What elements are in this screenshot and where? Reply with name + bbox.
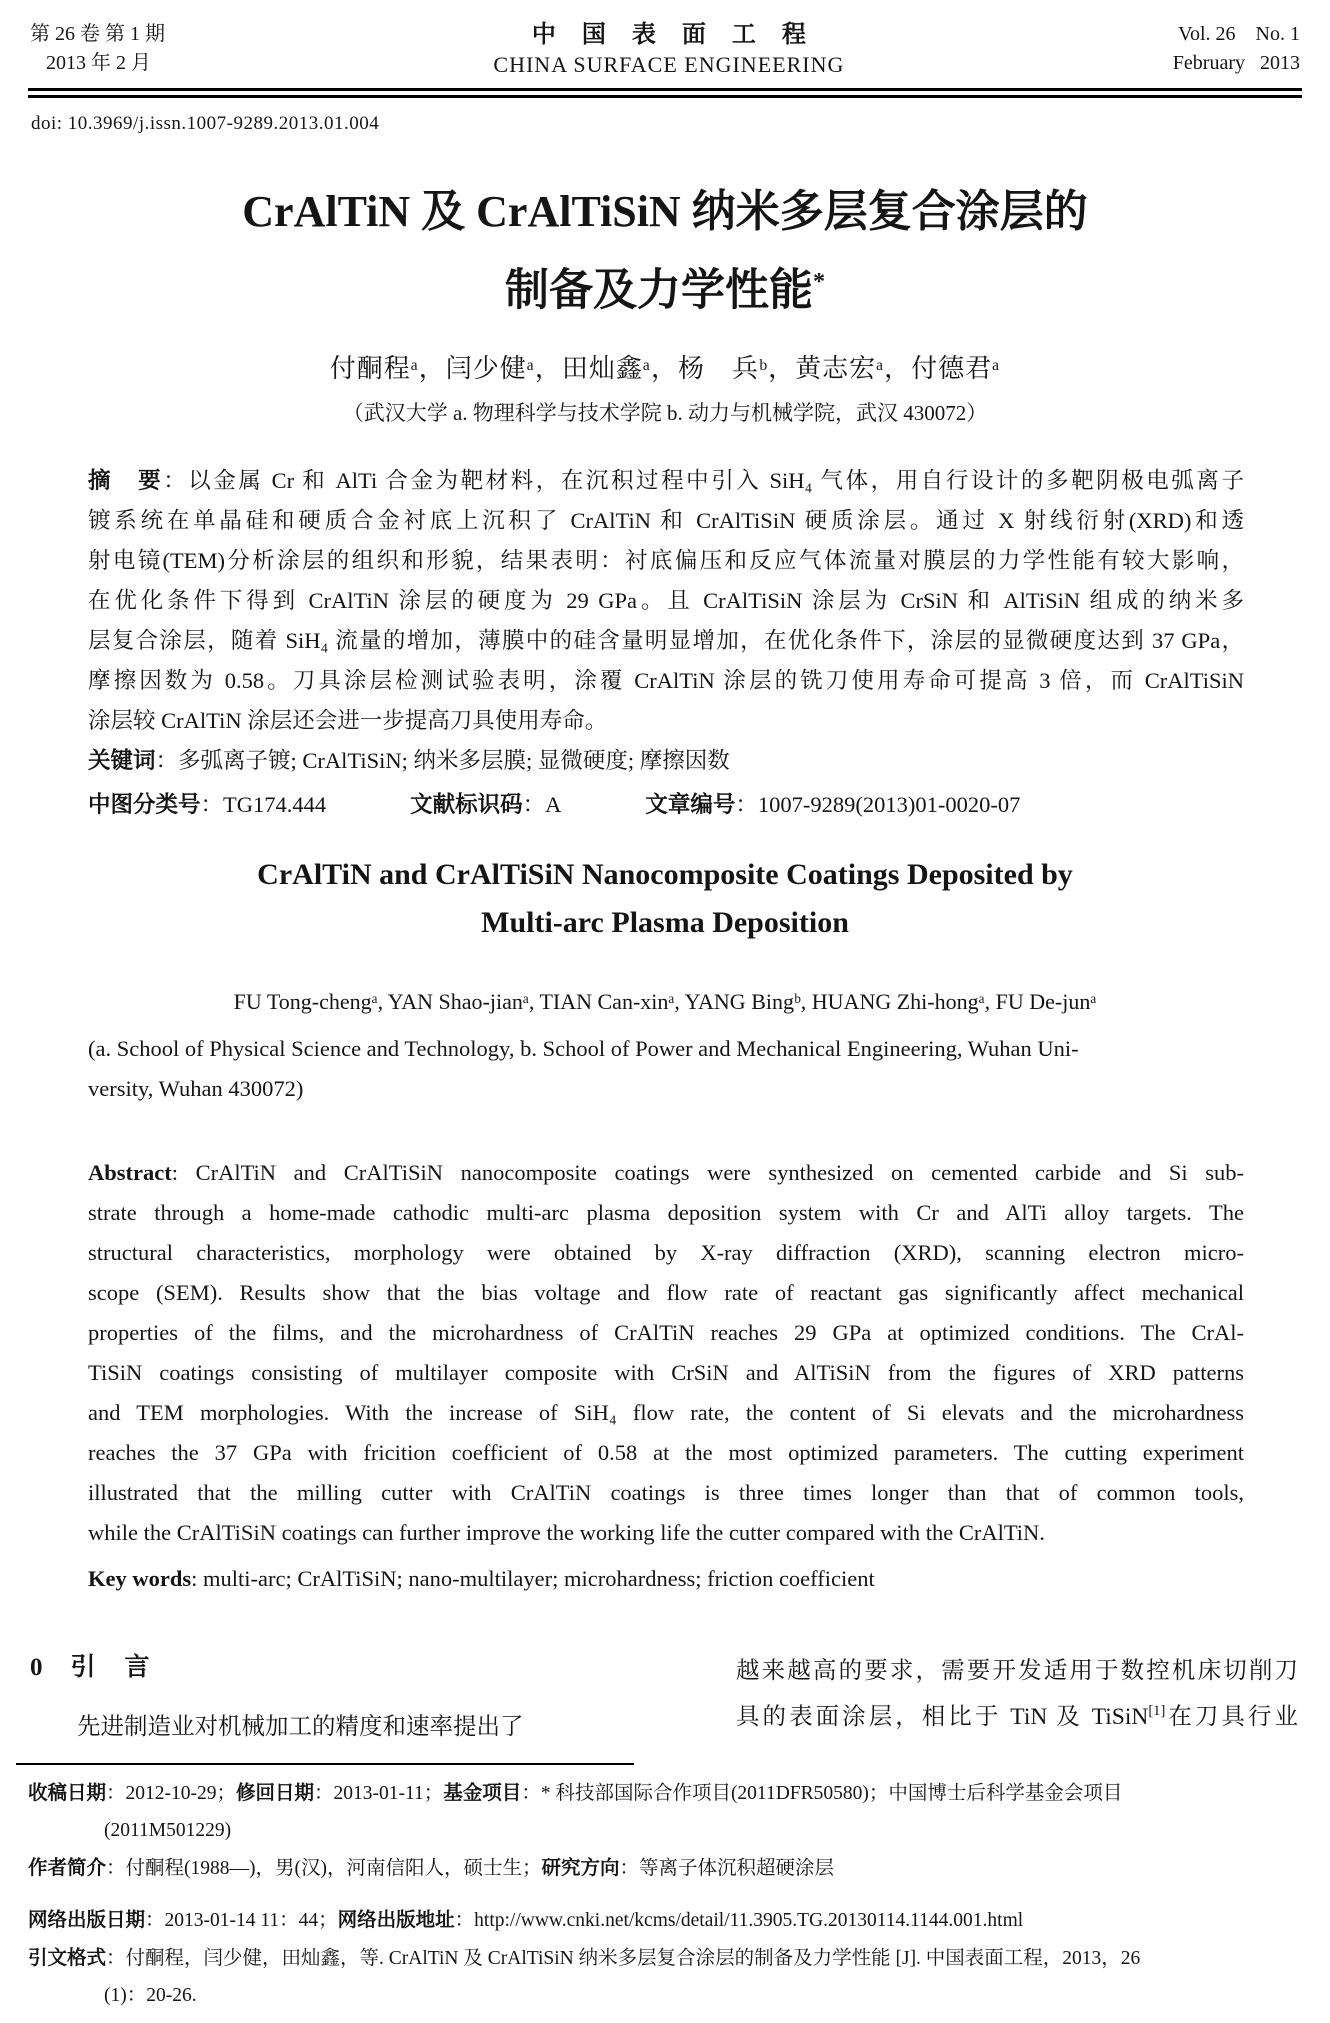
keywords-en: Key words: multi-arc; CrAlTiSiN; nano-multilayer; microhardness; friction coefficient [88,1565,875,1591]
volume-issue-en: Vol. 26 No. 1 [1178,23,1300,45]
issue-info-cn [30,20,165,78]
article-id: 文章编号：1007-9289(2013)01-0020-07 [645,791,1021,817]
affiliation-en-line: (a. School of Physical Science and Technology, b. School of Power and Mechanical Engineering, Wuhan Uni- [88,1035,1079,1061]
affiliation-en-line: versity, Wuhan 430072) [88,1075,304,1101]
volume-issue-cn: 第 26 卷 第 1 期 [30,23,165,45]
abstract-en-line: Abstract: CrAlTiN and CrAlTiSiN nanocomposite coatings were synthesized on cemented carbide and Si sub- [88,1159,1244,1185]
abstract-cn [88,461,1244,825]
abstract-cn-line: 摩擦因数为 0.58。刀具涂层检测试验表明，涂覆 CrAlTiN 涂层的铣刀使用寿命可提高 3 倍，而 CrAlTiSiN [88,667,1245,693]
authors-cn: 付酮程ᵃ，闫少健ᵃ，田灿鑫ᵃ，杨 兵ᵇ，黄志宏ᵃ，付德君ᵃ [329,353,1001,383]
intro-right-column [736,1651,1298,1745]
section-title: 引 言 [70,1653,152,1681]
classification-row [88,785,1244,825]
abstract-en-line: scope (SEM). Results show that the bias voltage and flow rate of reactant gas significantly affect mechanical [88,1279,1244,1305]
paper-title-en-line1: CrAlTiN and CrAlTiSiN Nanocomposite Coatings Deposited by [257,857,1073,891]
abstract-cn-line: 在优化条件下得到 CrAlTiN 涂层的硬度为 29 GPa。且 CrAlTiSiN 涂层为 CrSiN 和 AlTiSiN 组成的纳米多 [88,587,1244,613]
authors-en: FU Tong-chengᵃ, YAN Shao-jianᵃ, TIAN Can-xinᵃ, YANG Bingᵇ, HUANG Zhi-hongᵃ, FU De-junᵃ [233,988,1097,1014]
abstract-cn-line: 射电镜(TEM)分析涂层的组织和形貌，结果表明：衬底偏压和反应气体流量对膜层的力学性能有较大影响， [88,547,1244,573]
journal-header [0,0,1330,79]
footnote-divider [16,1763,634,1765]
date-cn: 2013 年 2 月 [46,52,151,74]
intro-left-column [30,1651,638,1745]
abstract-cn-line: 涂层较 CrAlTiN 涂层还会进一步提高刀具使用寿命。 [88,707,608,733]
abstract-cn-line: 层复合涂层，随着 SiH₄ 流量的增加，薄膜中的硅含量明显增加，在优化条件下，涂层的显微硬度达到 37 GPa， [88,627,1244,653]
header-divider [28,88,1302,98]
paper-title-en-line2: Multi-arc Plasma Deposition [481,905,849,939]
footnote-received-dates: 收稿日期：2012-10-29；修回日期：2013-01-11；基金项目：* 科技部国际合作项目(2011DFR50580)；中国博士后科学基金会项目 [28,1782,1123,1804]
keywords-cn: 关键词：多弧离子镀; CrAlTiSiN; 纳米多层膜; 显微硬度; 摩擦因数 [88,747,730,773]
journal-name-en: CHINA SURFACE ENGINEERING [493,52,845,77]
journal-name [493,20,844,79]
abstract-en-line: TiSiN coatings consisting of multilayer composite with CrSiN and AlTiSiN from the figures of XRD patterns [88,1359,1244,1385]
abstract-en-line: strate through a home-made cathodic multi-arc plasma deposition system with Cr and AlTi alloy targets. The [88,1199,1244,1225]
footnote-citation-format: 引文格式：付酮程，闫少健，田灿鑫，等. CrAlTiN 及 CrAlTiSiN 纳米多层复合涂层的制备及力学性能 [J]. 中国表面工程，2013，26 [28,1947,1141,1969]
document-code: 文献标识码：A [410,791,562,817]
issue-info-en [1173,20,1300,78]
journal-name-cn: 中国表面工程 [531,22,832,48]
intro-right-line: 越来越高的要求，需要开发适用于数控机床切削刀 [736,1657,1298,1684]
clc-number: 中图分类号：TG174.444 [88,791,327,817]
intro-right-line: 具的表面涂层，相比于 TiN 及 TiSiN[1]在刀具行业 [736,1702,1299,1730]
intro-paragraph: 先进制造业对机械加工的精度和速率提出了 [77,1713,524,1740]
abstract-cn-line: 摘 要：以金属 Cr 和 AlTi 合金为靶材料，在沉积过程中引入 SiH₄ 气体，用自行设计的多靶阴极电弧离子 [88,467,1244,493]
footnote-citation-pages: (1)：20-26. [104,1985,197,2007]
section-heading [30,1651,638,1685]
abstract-en-line: illustrated that the milling cutter with CrAlTiN coatings is three times longer than that of common tools, [88,1479,1244,1505]
abstract-en-line: structural characteristics, morphology were obtained by X-ray diffraction (XRD), scanning electron micro- [88,1239,1244,1265]
abstract-en [88,1153,1244,1599]
affiliation-cn: （武汉大学 a. 物理科学与技术学院 b. 动力与机械学院，武汉 430072） [342,400,988,425]
paper-title-en [0,851,1330,947]
abstract-en-line: reaches the 37 GPa with fricition coefficient of 0.58 at the most optimized parameters. The cutting experiment [88,1439,1244,1465]
doi-line: doi: 10.3969/j.issn.1007-9289.2013.01.004 [31,113,380,134]
affiliation-en [88,1029,1244,1109]
footnote-author-bio: 作者简介：付酮程(1988—)，男(汉)，河南信阳人，硕士生；研究方向：等离子体沉积超硬涂层 [28,1857,835,1879]
paper-title-cn-line1: CrAlTiN 及 CrAlTiSiN 纳米多层复合涂层的 [242,187,1088,236]
footnote-fund-number: (2011M501229) [104,1820,232,1842]
paper-title-cn-line2: 制备及力学性能* [504,265,826,315]
abstract-en-line: and TEM morphologies. With the increase of SiH₄ flow rate, the content of Si elevats and the microhardness [88,1399,1244,1425]
paper-title-cn [40,177,1290,326]
footnotes [28,1775,1302,2015]
section-number: 0 [30,1653,43,1681]
abstract-en-line: while the CrAlTiSiN coatings can further improve the working life the cutter compared with the CrAlTiN. [88,1519,1045,1545]
footnote-online-publish: 网络出版日期：2013-01-14 11：44；网络出版地址：http://www.cnki.net/kcms/detail/11.3905.TG.20130114.1144.001.html [28,1910,1024,1932]
abstract-cn-line: 镀系统在单晶硅和硬质合金衬底上沉积了 CrAlTiN 和 CrAlTiSiN 硬质涂层。通过 X 射线衍射(XRD)和透 [88,507,1244,533]
abstract-en-line: properties of the films, and the microhardness of CrAlTiN reaches 29 GPa at optimized conditions. The CrAl- [88,1319,1244,1345]
introduction-section [30,1651,1298,1745]
date-en: February 2013 [1172,52,1300,74]
